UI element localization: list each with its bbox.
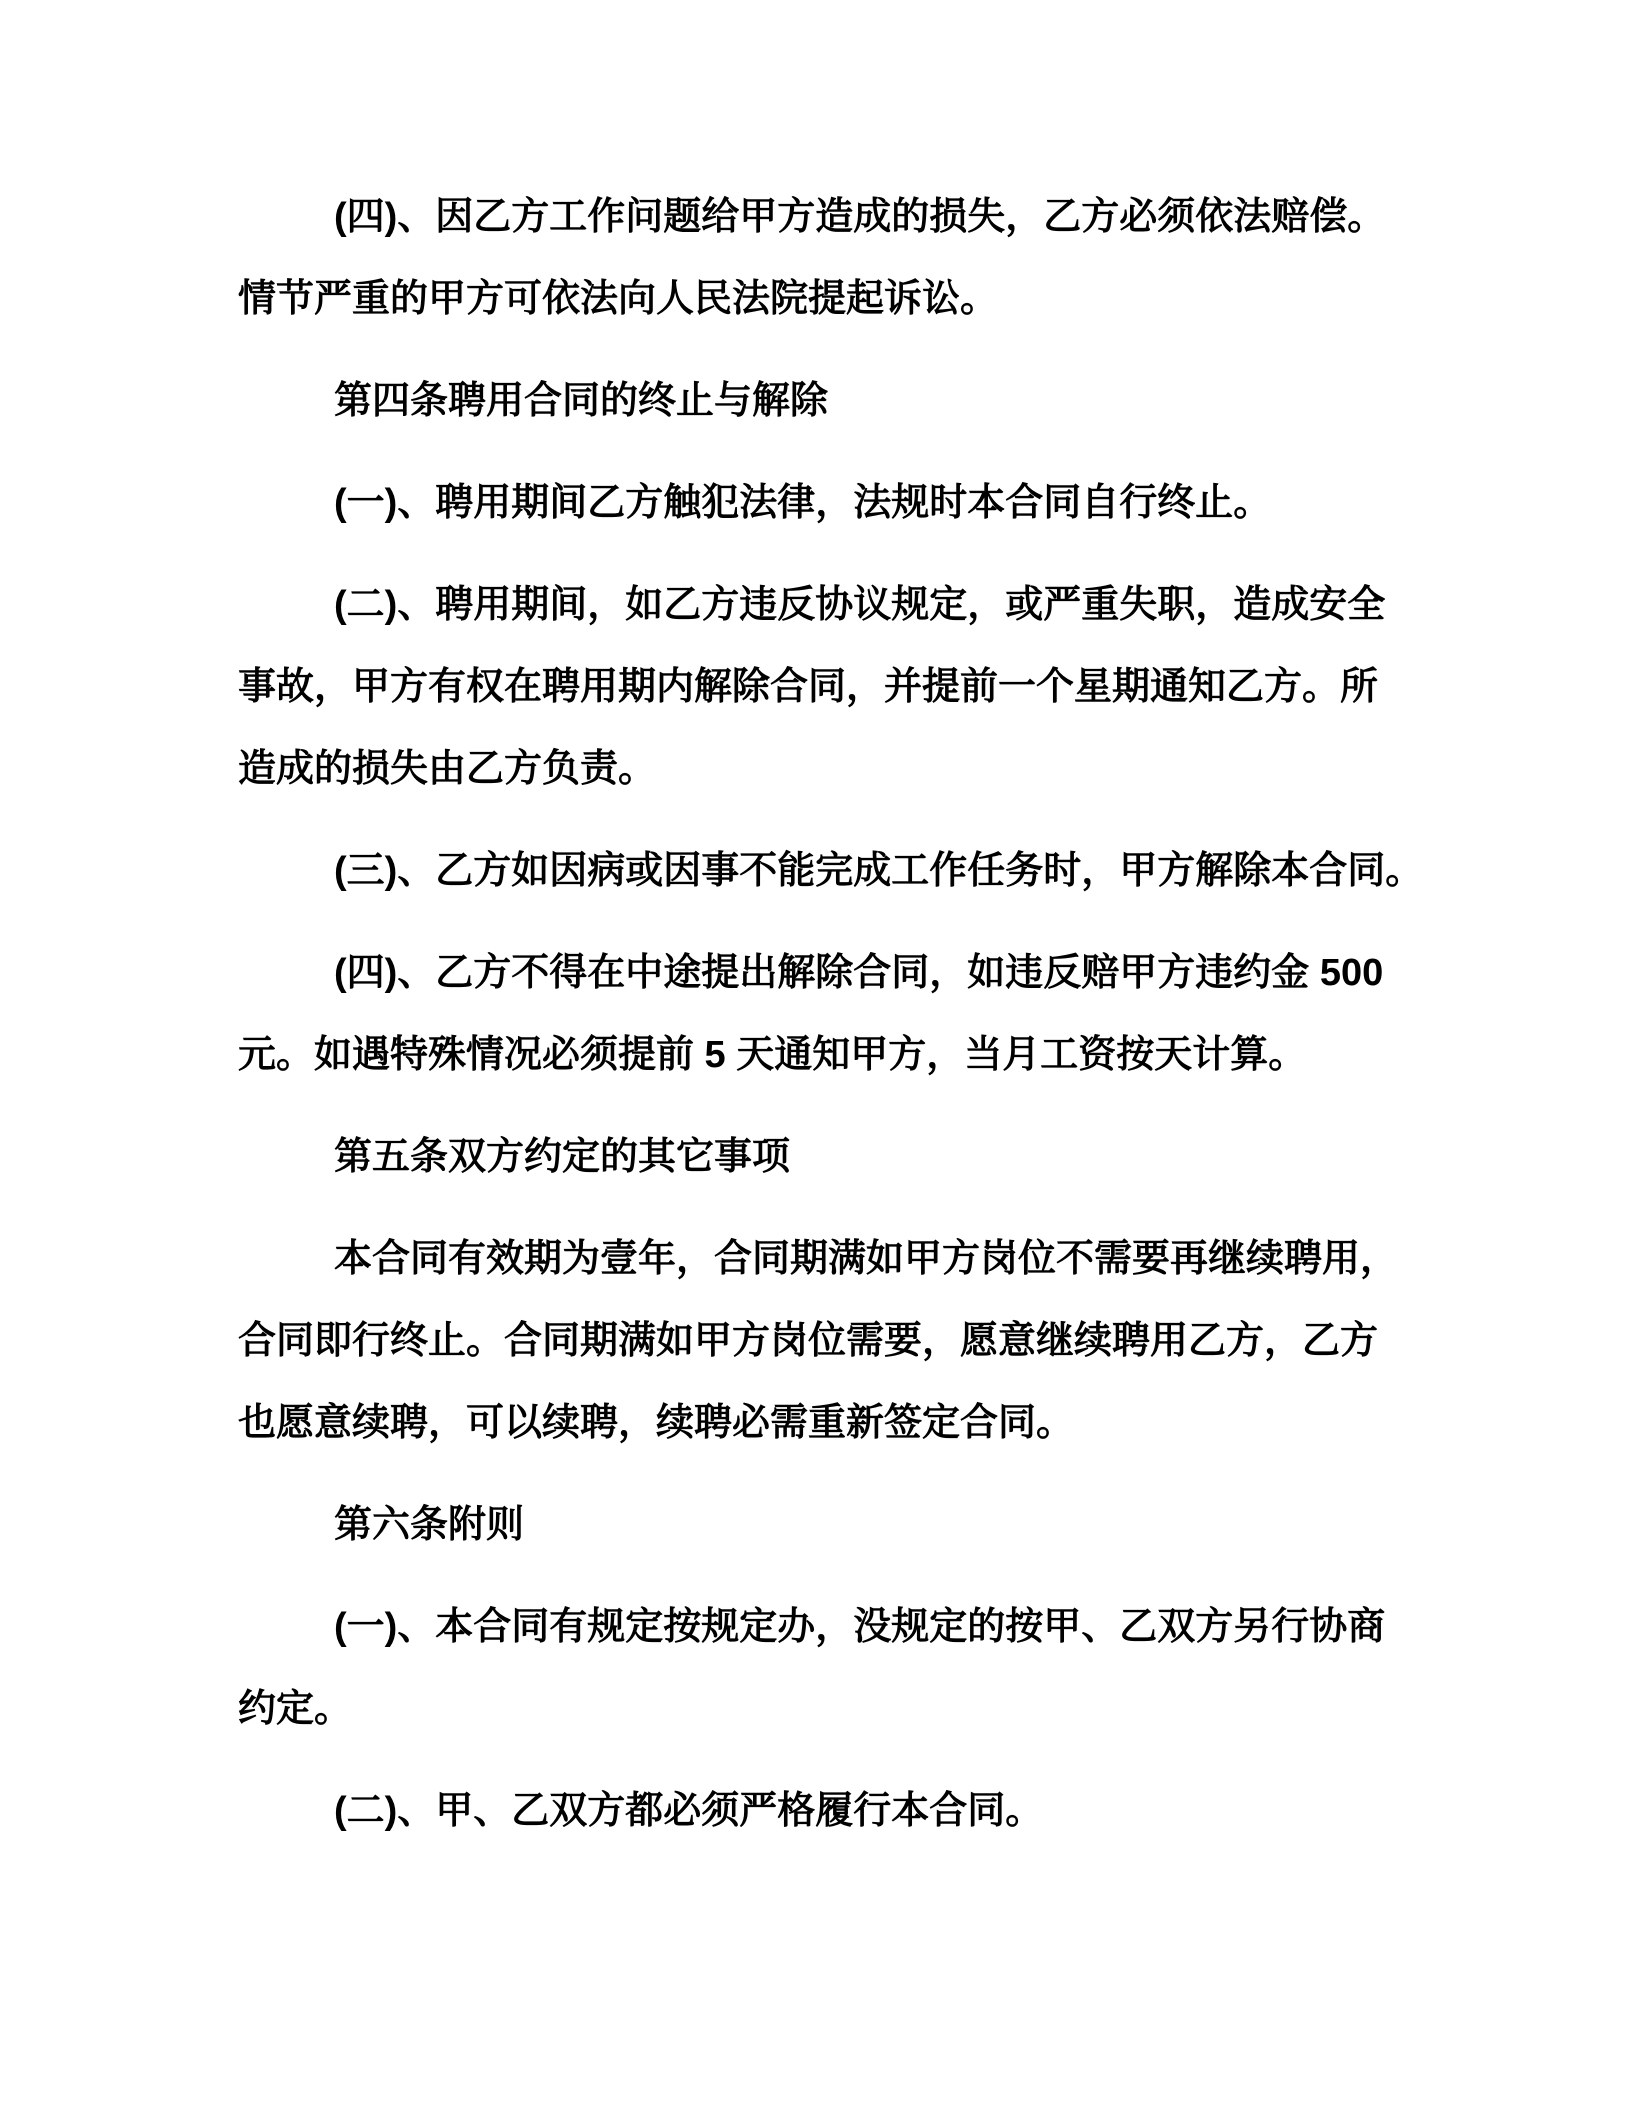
section-heading-article-5 (238, 1116, 1406, 1198)
clause-paragraph (238, 1586, 1406, 1750)
text-line: (四)、因乙方工作问题给甲方造成的损失，乙方必须依法赔偿。 (334, 196, 1386, 238)
clause-paragraph (238, 830, 1424, 912)
text-line: (四)、乙方不得在中途提出解除合同，如违反赔甲方违约金 500 (334, 952, 1384, 994)
text-line: (三)、乙方如因病或因事不能完成工作任务时，甲方解除本合同。 (334, 850, 1424, 892)
text-line: (二)、甲、乙双方都必须严格履行本合同。 (334, 1790, 1044, 1832)
text-line: 本合同有效期为壹年，合同期满如甲方岗位不需要再继续聘用， (334, 1238, 1399, 1280)
clause-paragraph (238, 462, 1406, 544)
text-line: (一)、聘用期间乙方触犯法律，法规时本合同自行终止。 (334, 482, 1272, 524)
clause-paragraph (238, 176, 1406, 340)
text-line: 第五条双方约定的其它事项 (334, 1136, 791, 1178)
text-line: (一)、本合同有规定按规定办，没规定的按甲、乙双方另行协商 (334, 1606, 1386, 1648)
section-heading-article-6 (238, 1484, 1406, 1566)
text-line: 造成的损失由乙方负责。 (238, 748, 657, 790)
clause-paragraph (238, 932, 1406, 1096)
clause-paragraph (238, 1218, 1406, 1464)
text-line: 合同即行终止。合同期满如甲方岗位需要，愿意继续聘用乙方，乙方 (238, 1320, 1379, 1362)
text-line: 事故，甲方有权在聘用期内解除合同，并提前一个星期通知乙方。所 (238, 666, 1379, 708)
text-line: 第六条附则 (334, 1504, 525, 1546)
text-line: 第四条聘用合同的终止与解除 (334, 380, 829, 422)
text-line: 元。如遇特殊情况必须提前 5 天通知甲方，当月工资按天计算。 (238, 1034, 1307, 1076)
clause-paragraph (238, 564, 1406, 810)
text-line: (二)、聘用期间，如乙方违反协议规定，或严重失职，造成安全 (334, 584, 1386, 626)
text-line: 也愿意续聘，可以续聘，续聘必需重新签定合同。 (238, 1402, 1075, 1444)
section-heading-article-4 (238, 360, 1406, 442)
text-line: 情节严重的甲方可依法向人民法院提起诉讼。 (238, 278, 999, 320)
text-line: 约定。 (238, 1688, 353, 1730)
clause-paragraph (238, 1770, 1406, 1852)
